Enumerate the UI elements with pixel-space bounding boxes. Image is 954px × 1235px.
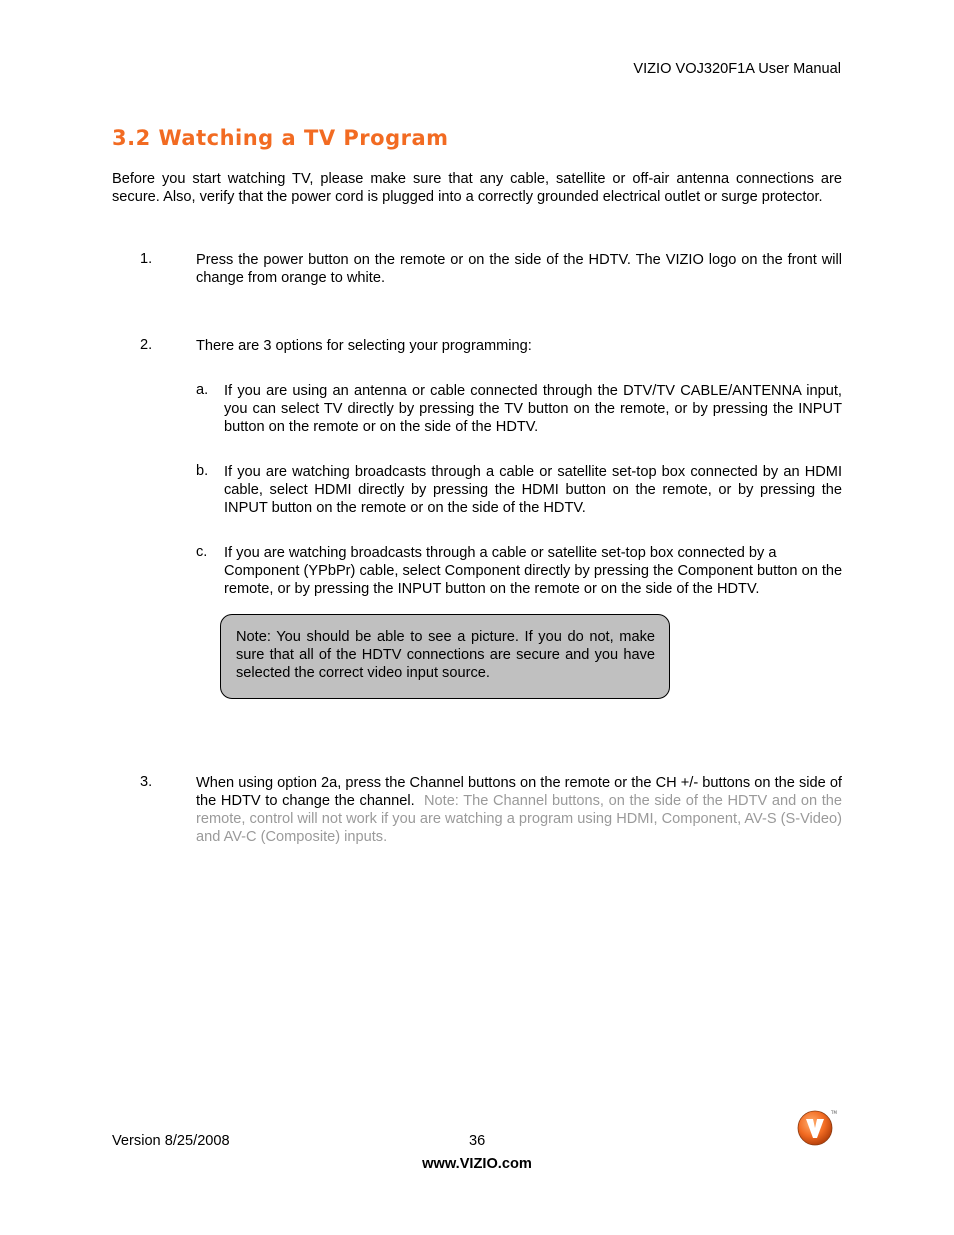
option-c-letter: c. (196, 544, 208, 560)
option-c-text: If you are watching broadcasts through a cable or satellite set-top box connected by a Component (YPbPr) cable, select Component directly by pressing the Component button on the remote, or by pressing the INPUT button on the remote or on the side of the HDTV. (224, 545, 843, 597)
step-3-instruction: When using option 2a, press the Channel buttons on the remote or the CH +/- buttons on the side of the HDTV to change the channel. (196, 775, 842, 809)
option-a-text: If you are using an antenna or cable connected through the DTV/TV CABLE/ANTENNA input, you can select TV directly by pressing the TV button on the remote, or by pressing the INPUT button on the remote or on the side of the HDTV. (224, 383, 842, 435)
page-number: 36 (469, 1133, 486, 1149)
note-box-text: Note: You should be able to see a picture. If you do not, make sure that all of the HDTV connections are secure and you have selected the correct video input source. (236, 629, 655, 681)
option-b-letter: b. (196, 463, 209, 479)
document-header-title: VIZIO VOJ320F1A User Manual (633, 61, 841, 77)
step-3-number: 3. (140, 774, 153, 790)
step-3-text (196, 774, 842, 846)
step-2-number: 2. (140, 337, 153, 353)
footer-url: www.VIZIO.com (422, 1156, 532, 1172)
step-3-note: Note: The Channel buttons, on the side of the HDTV and on the remote, control will not work if you are watching a program using HDMI, Component, AV-S (S-Video) and AV-C (Composite) inputs. (196, 793, 842, 845)
option-b-text: If you are watching broadcasts through a cable or satellite set-top box connected by an HDMI cable, select HDMI directly by pressing the HDMI button on the remote, or by pressing the INPUT button on the remote or on the side of the HDTV. (224, 464, 842, 516)
vizio-logo-icon (797, 1108, 835, 1146)
intro-paragraph: Before you start watching TV, please make sure that any cable, satellite or off-air antenna connections are secure. Also, verify that the power cord is plugged into a correctly grounded electrical outlet or surge protector. (112, 171, 842, 205)
option-a-letter: a. (196, 382, 209, 398)
footer-version: Version 8/25/2008 (112, 1133, 230, 1149)
step-2-text: There are 3 options for selecting your programming: (196, 338, 532, 354)
section-heading: 3.2 Watching a TV Program (112, 126, 449, 150)
svg-text:TM: TM (831, 1110, 837, 1115)
note-box (220, 614, 670, 699)
step-1-text: Press the power button on the remote or on the side of the HDTV. The VIZIO logo on the front will change from orange to white. (196, 252, 842, 286)
step-1-number: 1. (140, 251, 153, 267)
